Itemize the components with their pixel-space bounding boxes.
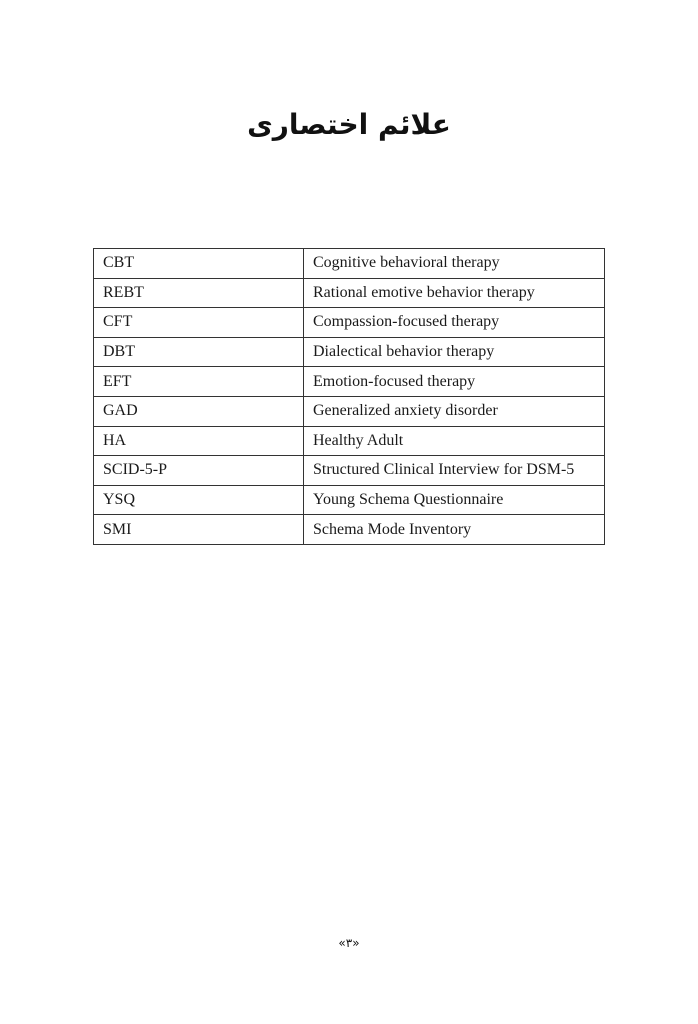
abbreviation-cell: GAD: [94, 396, 304, 426]
abbreviation-cell: EFT: [94, 367, 304, 397]
abbreviation-cell: SCID-5-P: [94, 456, 304, 486]
abbreviations-table: [93, 248, 605, 545]
definition-cell: Schema Mode Inventory: [304, 515, 605, 545]
abbreviation-cell: HA: [94, 426, 304, 456]
table-row: [94, 515, 605, 545]
definition-cell: Emotion-focused therapy: [304, 367, 605, 397]
table-row: [94, 456, 605, 486]
table-row: [94, 367, 605, 397]
definition-cell: Dialectical behavior therapy: [304, 337, 605, 367]
definition-cell: Compassion-focused therapy: [304, 308, 605, 338]
table-row: [94, 249, 605, 279]
table-row: [94, 485, 605, 515]
definition-cell: Structured Clinical Interview for DSM-5: [304, 456, 605, 486]
definition-cell: Young Schema Questionnaire: [304, 485, 605, 515]
abbreviation-cell: REBT: [94, 278, 304, 308]
page-number: «۳»: [338, 936, 360, 950]
abbreviation-cell: CBT: [94, 249, 304, 279]
table-row: [94, 426, 605, 456]
abbreviation-cell: DBT: [94, 337, 304, 367]
definition-cell: Cognitive behavioral therapy: [304, 249, 605, 279]
definition-cell: Healthy Adult: [304, 426, 605, 456]
table-row: [94, 396, 605, 426]
table-row: [94, 308, 605, 338]
abbreviation-cell: CFT: [94, 308, 304, 338]
abbreviation-cell: YSQ: [94, 485, 304, 515]
definition-cell: Rational emotive behavior therapy: [304, 278, 605, 308]
definition-cell: Generalized anxiety disorder: [304, 396, 605, 426]
abbreviation-cell: SMI: [94, 515, 304, 545]
table-row: [94, 278, 605, 308]
page-title: علائم اختصاری: [247, 108, 451, 141]
table-row: [94, 337, 605, 367]
